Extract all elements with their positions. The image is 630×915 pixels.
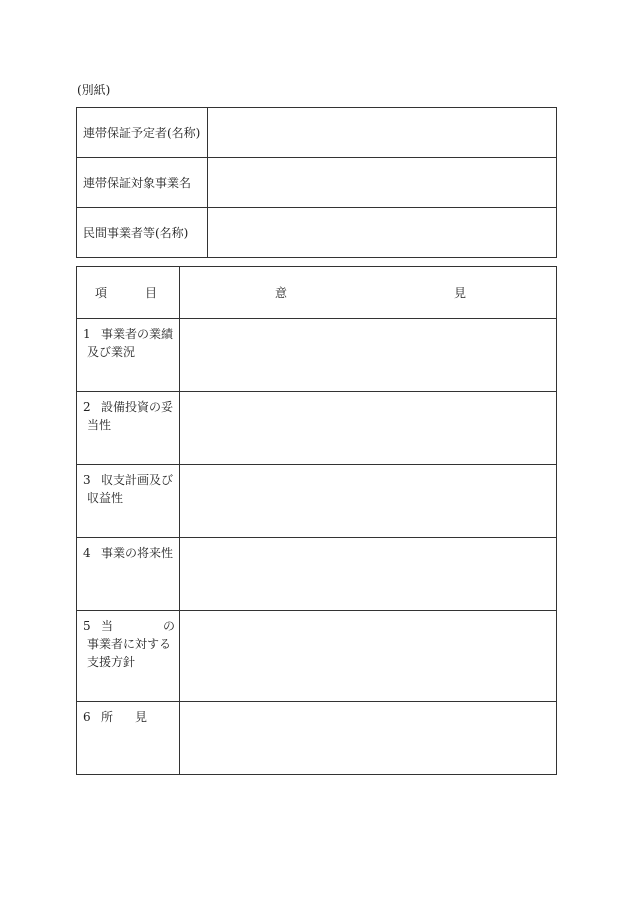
guarantor-field[interactable] [208,108,557,158]
item-label-line1-b: 見 [135,710,148,724]
table-row [77,465,557,538]
item-column-header [77,267,180,319]
item-number: 6 [83,710,91,724]
item-label-line1-a: 所 [101,710,114,724]
header-info-table [76,107,557,258]
guarantor-label: 連帯保証予定者(名称) [77,108,208,158]
item-label-line1: 設備投資の妥 [101,400,174,414]
item-number: 3 [83,473,91,487]
item-label-line3: 支援方針 [87,655,136,669]
opinion-column-header [180,267,557,319]
table-row [77,208,557,258]
table-row [77,611,557,702]
opinion-field-4[interactable] [180,538,557,611]
table-row [77,392,557,465]
table-row [77,538,557,611]
item-support-policy [77,611,180,702]
item-header-char-2: 目 [144,286,157,300]
item-label-line1-a: 当 [101,619,114,633]
table-row [77,158,557,208]
item-number: 1 [83,327,91,341]
opinion-field-5[interactable] [180,611,557,702]
item-business-future [77,538,180,611]
table-row [77,319,557,392]
table-row [77,702,557,775]
attachment-label: (別紙) [77,83,111,97]
table-row [77,108,557,158]
item-number: 2 [83,400,91,414]
item-number: 5 [83,619,91,633]
project-name-label: 連帯保証対象事業名 [77,158,208,208]
opinion-header-char-1: 意 [275,286,288,300]
item-label-line1: 事業者の業績 [101,327,174,341]
item-label-line1: 事業の将来性 [101,546,174,560]
private-operator-field[interactable] [208,208,557,258]
item-overall-opinion [77,702,180,775]
item-label-line1-b: の [162,619,175,633]
item-business-performance [77,319,180,392]
opinion-header-char-2: 見 [453,286,466,300]
private-operator-label: 民間事業者等(名称) [77,208,208,258]
opinion-field-1[interactable] [180,319,557,392]
item-capital-investment [77,392,180,465]
opinion-field-2[interactable] [180,392,557,465]
table-header-row [77,267,557,319]
project-name-field[interactable] [208,158,557,208]
item-label-line2: 収益性 [87,491,124,505]
item-income-plan [77,465,180,538]
item-label-line2: 事業者に対する [87,637,172,651]
item-label-line1: 収支計画及び [101,473,174,487]
opinion-field-6[interactable] [180,702,557,775]
opinion-field-3[interactable] [180,465,557,538]
opinion-table [76,266,557,775]
item-header-char-1: 項 [95,286,108,300]
item-number: 4 [83,546,91,560]
item-label-line2: 及び業況 [87,345,136,359]
item-label-line2: 当性 [87,418,112,432]
